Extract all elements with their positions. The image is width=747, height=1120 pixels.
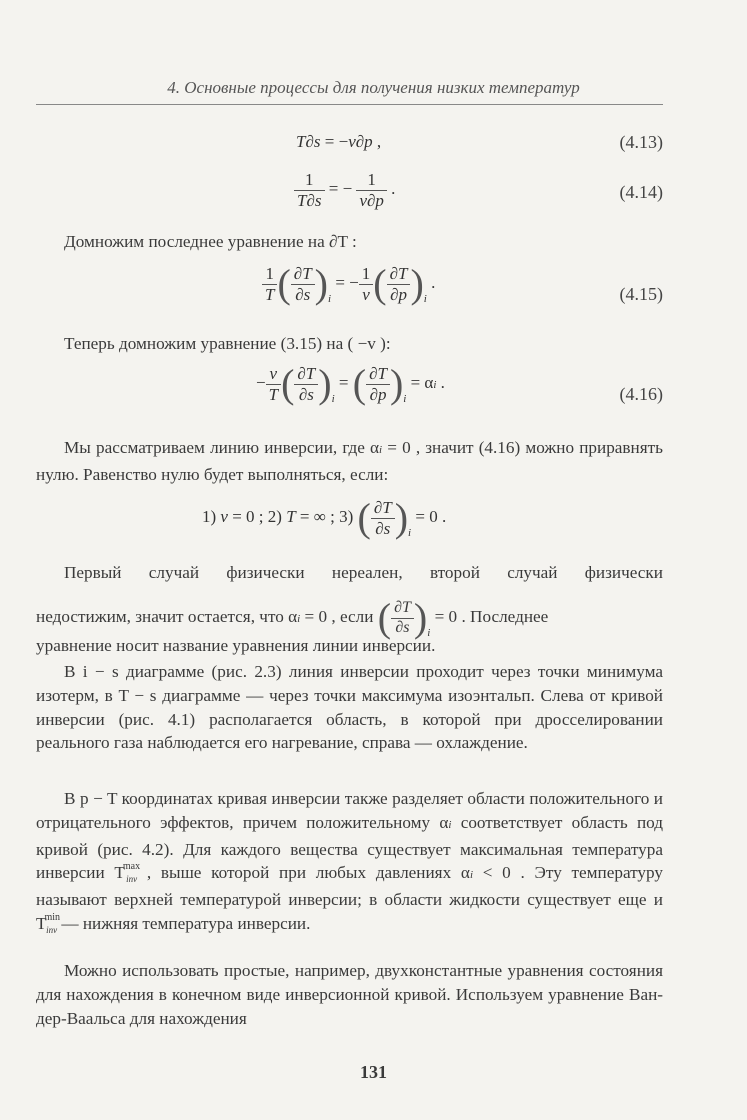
paragraph-text: В p − T координатах кривая инверсии также разделяет области положительного и отрицательного эффектов, причем положительному αi соответствует область под кривой (рис. 4.2). Для каждого вещества существует максимальная температура инверсии $T^{max}_{inv}$ , выше которой при любых давлениях αi < 0 . Эту температуру называют верхней температурой инверсии; в области жидкости существует еще и $T^{min}_{inv}$ — нижняя температура инверсии. (36, 789, 663, 935)
equation-4-14: $\frac{1}{T\partial s}$ = − $\frac{1}{v\partial p}$ . (294, 170, 395, 210)
paragraph-text: Можно использовать простые, например, двухконстантные уравнения состояния для нахождения в конечном виде инверсионной кривой. Используем уравнение Ван-дер-Ваальса для нахождения (36, 961, 663, 1028)
paragraph-text: Теперь домножим уравнение (3.15) на ( −v ): (64, 334, 391, 353)
running-header: 4. Основные процессы для получения низких температур (167, 78, 580, 97)
equation-4-13: T∂s = −v∂p , (296, 132, 382, 151)
page-number: 131 (360, 1062, 387, 1082)
header-rule (36, 104, 663, 105)
paragraph-text: В i − s диаграмме (рис. 2.3) линия инверсии проходит через точки минимума изотерм, в T − s диаграмме — через точки максимума изоэнтальп. Слева от кривой инверсии (рис. 4.1) располагается область, в которой при дросселировании реального газа наблюдается его нагревание, справа — охлаждение. (36, 662, 663, 753)
paragraph-text: Первый случай физически нереален, второй случай физически (64, 563, 663, 582)
inversion-conditions: 1) v = 0 ; 2) T = ∞ ; 3) ( $\frac{\partial T}{\partial s}$ )$_i = 0$ . (202, 495, 447, 541)
equation-number: (4.14) (619, 182, 663, 202)
equation-number: (4.16) (619, 384, 663, 404)
equation-4-15: $\frac{1}{T}$ ( $\frac{\partial T}{\partial s}$ )$_i$ = − $\frac{1}{v}$ ( $\frac{\partial T}{\partial p}$ )$_i$ . (262, 264, 435, 305)
equation-4-16: − $\frac{v}{T}$ ( $\frac{\partial T}{\partial s}$ )$_i$ = ( $\frac{\partial T}{\partial p}$ )$_i = \alpha i$ . (256, 361, 445, 407)
paragraph-text: Мы рассматриваем линию инверсии, где αi = 0 , значит (4.16) можно приравнять нулю. Равенство нулю будет выполняться, если: (36, 438, 663, 484)
paragraph-text: недостижим, значит остается, что αi = 0 , если ( $\frac{\partial T}{\partial s}$ )$_i = 0$ . Последнее (36, 595, 549, 640)
equation-number: (4.15) (619, 284, 663, 304)
paragraph-text: уравнение носит название уравнения линии инверсии. (36, 636, 436, 655)
paragraph-text: Домножим последнее уравнение на ∂T : (64, 232, 357, 251)
equation-number: (4.13) (619, 132, 663, 152)
